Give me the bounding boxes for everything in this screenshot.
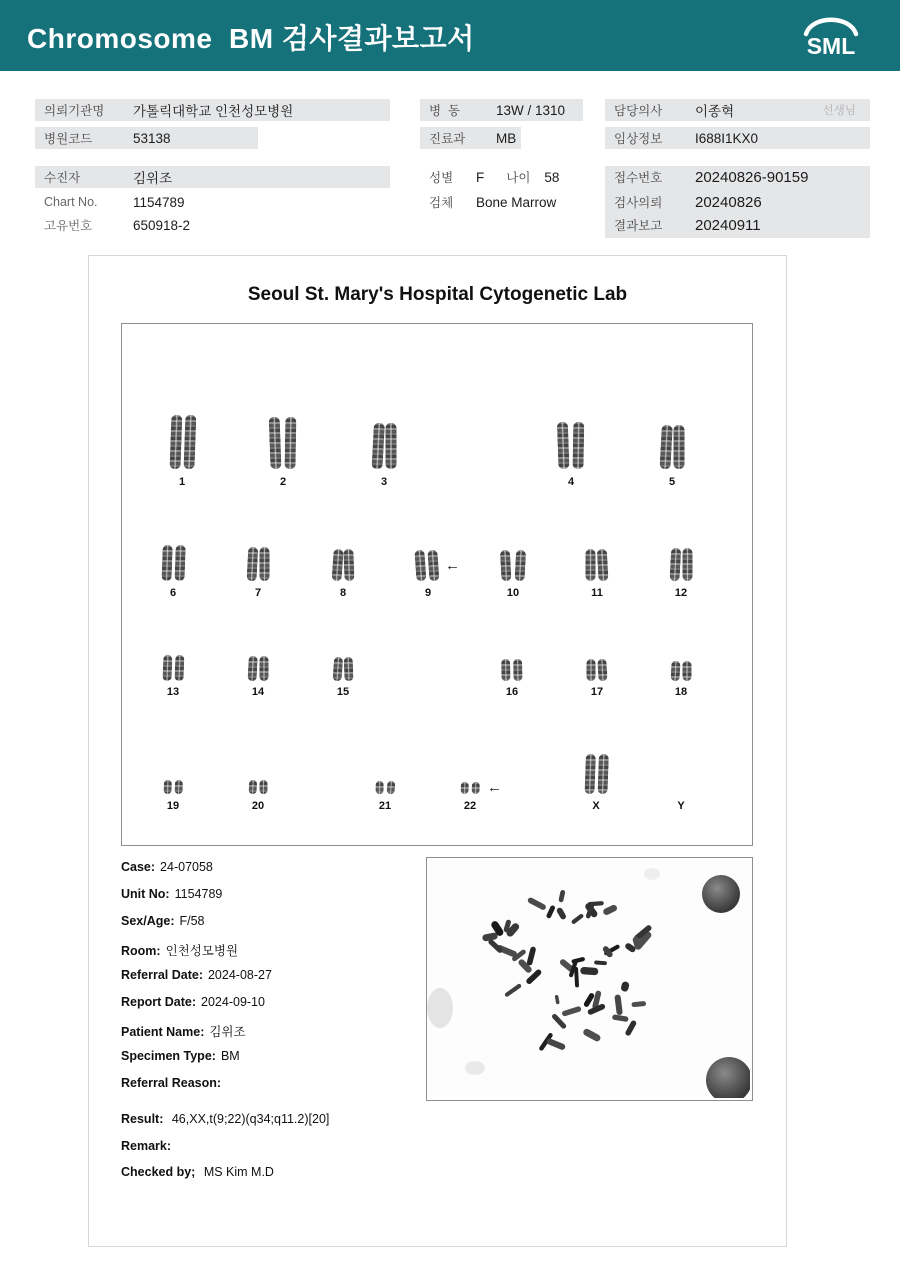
detail-value: 1154789 (174, 887, 223, 901)
chromosome-pair-14 (248, 656, 269, 681)
field-clinical-label: 임상정보 (614, 132, 663, 146)
metaphase-chromosome (582, 1028, 602, 1043)
chromosome (683, 661, 692, 681)
metaphase-chromosome (504, 983, 522, 997)
result-line (121, 1112, 329, 1132)
field-org-value: 가톨릭대학교 인천성모병원 (133, 104, 294, 119)
field-hospital-code (35, 127, 258, 149)
field-unique-no-value: 650918-2 (133, 217, 191, 233)
chromosome (184, 415, 197, 469)
arrow-icon: ← (445, 556, 460, 574)
field-doctor (605, 99, 870, 121)
karyotype-image (121, 323, 753, 846)
report-card (88, 255, 787, 1247)
chromosome-label-15: 15 (336, 686, 350, 698)
chromosome (247, 547, 259, 581)
chromosome-label-3: 3 (380, 476, 388, 488)
chromosome (175, 655, 185, 681)
detail-sex-age (121, 914, 421, 941)
field-doctor-suffix: 선생님 (822, 105, 856, 117)
case-details (121, 860, 421, 1103)
detail-value: 2024-09-10 (201, 995, 265, 1009)
chromosome (670, 548, 682, 581)
chromosome (597, 659, 607, 681)
field-receipt-no (605, 166, 870, 188)
chromosome-label-12: 12 (674, 587, 688, 599)
metaphase-chromosome (556, 907, 567, 921)
detail-referral-reason (121, 1076, 421, 1103)
field-ward-label: 병 동 (429, 104, 461, 118)
chromosome-label-11: 11 (591, 587, 603, 599)
chromosome-pair-6 (162, 545, 185, 581)
detail-report-date (121, 995, 421, 1022)
chromosome-label-8: 8 (339, 587, 347, 599)
metaphase-chromosome (594, 960, 607, 965)
chromosome (597, 549, 609, 581)
chromosome-pair-7 (247, 547, 270, 581)
field-report-date-label: 결과보고 (614, 219, 663, 233)
field-ward-value: 13W / 1310 (496, 102, 566, 118)
chromosome (260, 656, 269, 681)
chromosome (170, 415, 183, 469)
checked-by-line (121, 1165, 274, 1185)
chromosome (461, 782, 469, 794)
faint-blob (427, 988, 453, 1028)
field-doctor-value: 이종혁 (695, 104, 735, 119)
field-hospital-code-value: 53138 (133, 130, 171, 146)
chromosome-pair-3 (372, 423, 397, 469)
chromosome-pair-8 (332, 549, 355, 581)
detail-label: Referral Date: (121, 968, 203, 982)
chromosome-pair-20 (249, 780, 268, 794)
chromosome-label-18: 18 (674, 686, 688, 698)
detail-patient-name (121, 1022, 421, 1049)
sml-logo (798, 9, 864, 65)
cell-blob-bottom (706, 1057, 750, 1098)
detail-label: Sex/Age: (121, 914, 175, 928)
logo-text: SML (806, 33, 856, 59)
field-sex-label: 성별 (429, 171, 454, 185)
detail-unit-no (121, 887, 421, 914)
metaphase-chromosome (614, 994, 623, 1015)
detail-value: 24-07058 (160, 860, 213, 874)
detail-value: 인천성모병원 (165, 944, 239, 958)
chromosome-pair-19 (164, 780, 183, 794)
field-age-label: 나이 (506, 171, 531, 185)
chromosome-label-5: 5 (668, 476, 676, 488)
chromosome-pair-21 (376, 781, 395, 794)
field-sex-age (420, 166, 585, 188)
chromosome-label-Y: Y (677, 800, 685, 812)
chromosome-pair-4 (559, 422, 584, 469)
field-org (35, 99, 390, 121)
chromosome-label-9: 9 (424, 587, 432, 599)
detail-specimen-type (121, 1049, 421, 1076)
detail-label: Referral Reason: (121, 1076, 222, 1090)
chromosome (515, 550, 527, 581)
chromosome (162, 545, 173, 581)
chromosome-pair-5 (660, 425, 685, 469)
chromosome-pair-16 (502, 659, 523, 681)
chromosome (386, 423, 397, 469)
field-org-label: 의뢰기관명 (44, 104, 105, 118)
detail-label: Room: (121, 944, 161, 958)
remark-line (121, 1139, 176, 1159)
metaphase-chromosome (526, 946, 536, 966)
field-patient-value: 김위조 (133, 171, 173, 186)
chromosome-pair-22 (461, 782, 480, 794)
chromosome (344, 657, 354, 681)
field-chart-no (35, 191, 390, 213)
chromosome-label-7: 7 (254, 587, 262, 599)
field-doctor-label: 담당의사 (614, 104, 663, 118)
chromosome-pair-17 (587, 659, 608, 681)
detail-room (121, 941, 421, 968)
field-request-date (605, 191, 870, 213)
field-dept (420, 127, 521, 149)
field-dept-value: MB (496, 130, 517, 146)
logo-arc-icon (806, 20, 856, 34)
field-chart-no-value: 1154789 (133, 194, 185, 210)
detail-value: 김위조 (209, 1025, 246, 1039)
chromosome-pair-1 (170, 415, 195, 469)
chromosome (586, 549, 596, 581)
field-request-date-label: 검사의뢰 (614, 196, 663, 210)
field-receipt-no-label: 접수번호 (614, 171, 663, 185)
chromosome (660, 425, 673, 470)
chromosome-label-14: 14 (251, 686, 265, 698)
field-sex-value: F (476, 169, 485, 185)
field-clinical (605, 127, 870, 149)
field-unique-no (35, 214, 390, 236)
chromosome (248, 656, 258, 681)
chromosome (501, 659, 510, 681)
faint-blob (465, 1061, 485, 1075)
metaphase-chromosome (580, 967, 599, 976)
detail-referral-date (121, 968, 421, 995)
chromosome-label-13: 13 (166, 686, 180, 698)
chromosome-pair-11 (586, 549, 609, 581)
metaphase-chromosome (612, 1014, 629, 1022)
checked-by-value: MS Kim M.D (203, 1165, 274, 1179)
chromosome (333, 657, 344, 682)
chromosome-pair-X (585, 754, 608, 794)
chromosome-label-X: X (592, 800, 600, 812)
field-request-date-value: 20240826 (695, 193, 762, 211)
chromosome-label-17: 17 (590, 686, 604, 698)
metaphase-chromosome (620, 981, 630, 993)
chromosome (585, 754, 596, 794)
field-ward (420, 99, 583, 121)
field-hospital-code-label: 병원코드 (44, 132, 93, 146)
chromosome (372, 423, 385, 470)
remark-label: Remark: (121, 1139, 172, 1153)
metaphase-chromosome (527, 897, 547, 911)
chromosome (598, 754, 609, 794)
chromosome (332, 549, 344, 582)
chromosome (683, 548, 693, 581)
chromosome (387, 781, 396, 795)
chromosome-pair-18 (671, 661, 692, 681)
chromosome-pair-10 (502, 550, 525, 581)
lab-title: Seoul St. Mary's Hospital Cytogenetic Lab (247, 284, 628, 305)
chromosome (427, 550, 439, 582)
chromosome (671, 661, 681, 681)
chromosome-label-20: 20 (251, 800, 265, 812)
chromosome-pair-12 (670, 548, 693, 581)
chromosome-label-16: 16 (505, 686, 519, 698)
field-clinical-value: I688I1KX0 (695, 130, 759, 146)
chromosome-label-10: 10 (506, 587, 520, 599)
detail-case (121, 860, 421, 887)
chromosome (175, 545, 186, 581)
field-patient (35, 166, 390, 188)
metaphase-chromosome (631, 1001, 646, 1007)
chromosome (260, 547, 270, 581)
chromosome-pair-2 (271, 417, 296, 469)
result-label: Result: (121, 1112, 164, 1126)
metaphase-chromosome (546, 905, 556, 919)
field-specimen-value: Bone Marrow (476, 194, 557, 210)
chromosome (269, 417, 282, 469)
detail-label: Specimen Type: (121, 1049, 216, 1063)
header-bar (0, 0, 900, 71)
detail-label: Unit No: (121, 887, 170, 901)
chromosome-label-4: 4 (567, 476, 575, 488)
metaphase-chromosome (602, 904, 618, 916)
chromosome-label-19: 19 (166, 800, 180, 812)
metaphase-chromosome (482, 932, 498, 942)
metaphase-spread (427, 858, 750, 1098)
chromosome-label-22: 22 (463, 800, 477, 812)
detail-label: Case: (121, 860, 156, 874)
chromosome (285, 417, 297, 469)
chromosome (164, 780, 172, 794)
result-value: 46,XX,t(9;22)(q34;q11.2)[20] (171, 1112, 330, 1126)
arrow-icon: ← (487, 779, 502, 796)
chromosome (557, 422, 570, 469)
detail-value: F/58 (179, 914, 205, 928)
detail-value: 2024-08-27 (207, 968, 272, 982)
chromosome (674, 425, 685, 469)
chromosome (587, 659, 596, 681)
field-age-value: 58 (544, 169, 560, 185)
metaphase-chromosome (555, 995, 560, 1005)
cell-blob-top (702, 875, 740, 913)
field-report-date-value: 20240911 (695, 216, 761, 234)
chromosome (513, 659, 522, 681)
metaphase-chromosome (571, 913, 585, 925)
detail-label: Patient Name: (121, 1025, 205, 1039)
metaphase-chromosome (546, 1038, 566, 1051)
chromosome (260, 780, 268, 794)
chromosome-label-1: 1 (178, 476, 186, 488)
chromosome (343, 549, 354, 581)
detail-value: BM (220, 1049, 240, 1063)
field-unique-no-label: 고유번호 (44, 219, 93, 233)
chromosome (414, 550, 426, 582)
field-specimen (420, 191, 585, 213)
metaphase-chromosome (558, 890, 565, 903)
page-title: Chromosome BM 검사결과보고서 (27, 23, 475, 54)
chromosome-label-2: 2 (279, 476, 287, 488)
field-chart-no-label: Chart No. (44, 195, 98, 209)
chromosome (175, 780, 183, 794)
field-receipt-no-value: 20240826-90159 (695, 168, 809, 186)
checked-by-label: Checked by; (121, 1165, 196, 1179)
chromosome-pair-9 (417, 550, 440, 581)
chromosome-pair-15 (333, 657, 354, 681)
chromosome-pair-13 (163, 655, 184, 681)
chromosome (249, 780, 258, 794)
chromosome (472, 782, 480, 794)
chromosome (500, 550, 512, 581)
chromosome-label-21: 21 (378, 800, 392, 812)
metaphase-image (426, 857, 753, 1101)
faint-blob (644, 868, 660, 880)
detail-label: Report Date: (121, 995, 197, 1009)
field-dept-label: 진료과 (429, 132, 466, 146)
field-report-date (605, 214, 870, 236)
chromosome-label-6: 6 (169, 587, 177, 599)
metaphase-chromosome (624, 1020, 637, 1037)
field-patient-label: 수진자 (44, 171, 81, 185)
chromosome (376, 781, 384, 794)
chromosome (163, 655, 173, 681)
metaphase-chromosome (561, 1006, 582, 1017)
chromosome (573, 422, 585, 469)
field-specimen-label: 검체 (429, 196, 454, 210)
